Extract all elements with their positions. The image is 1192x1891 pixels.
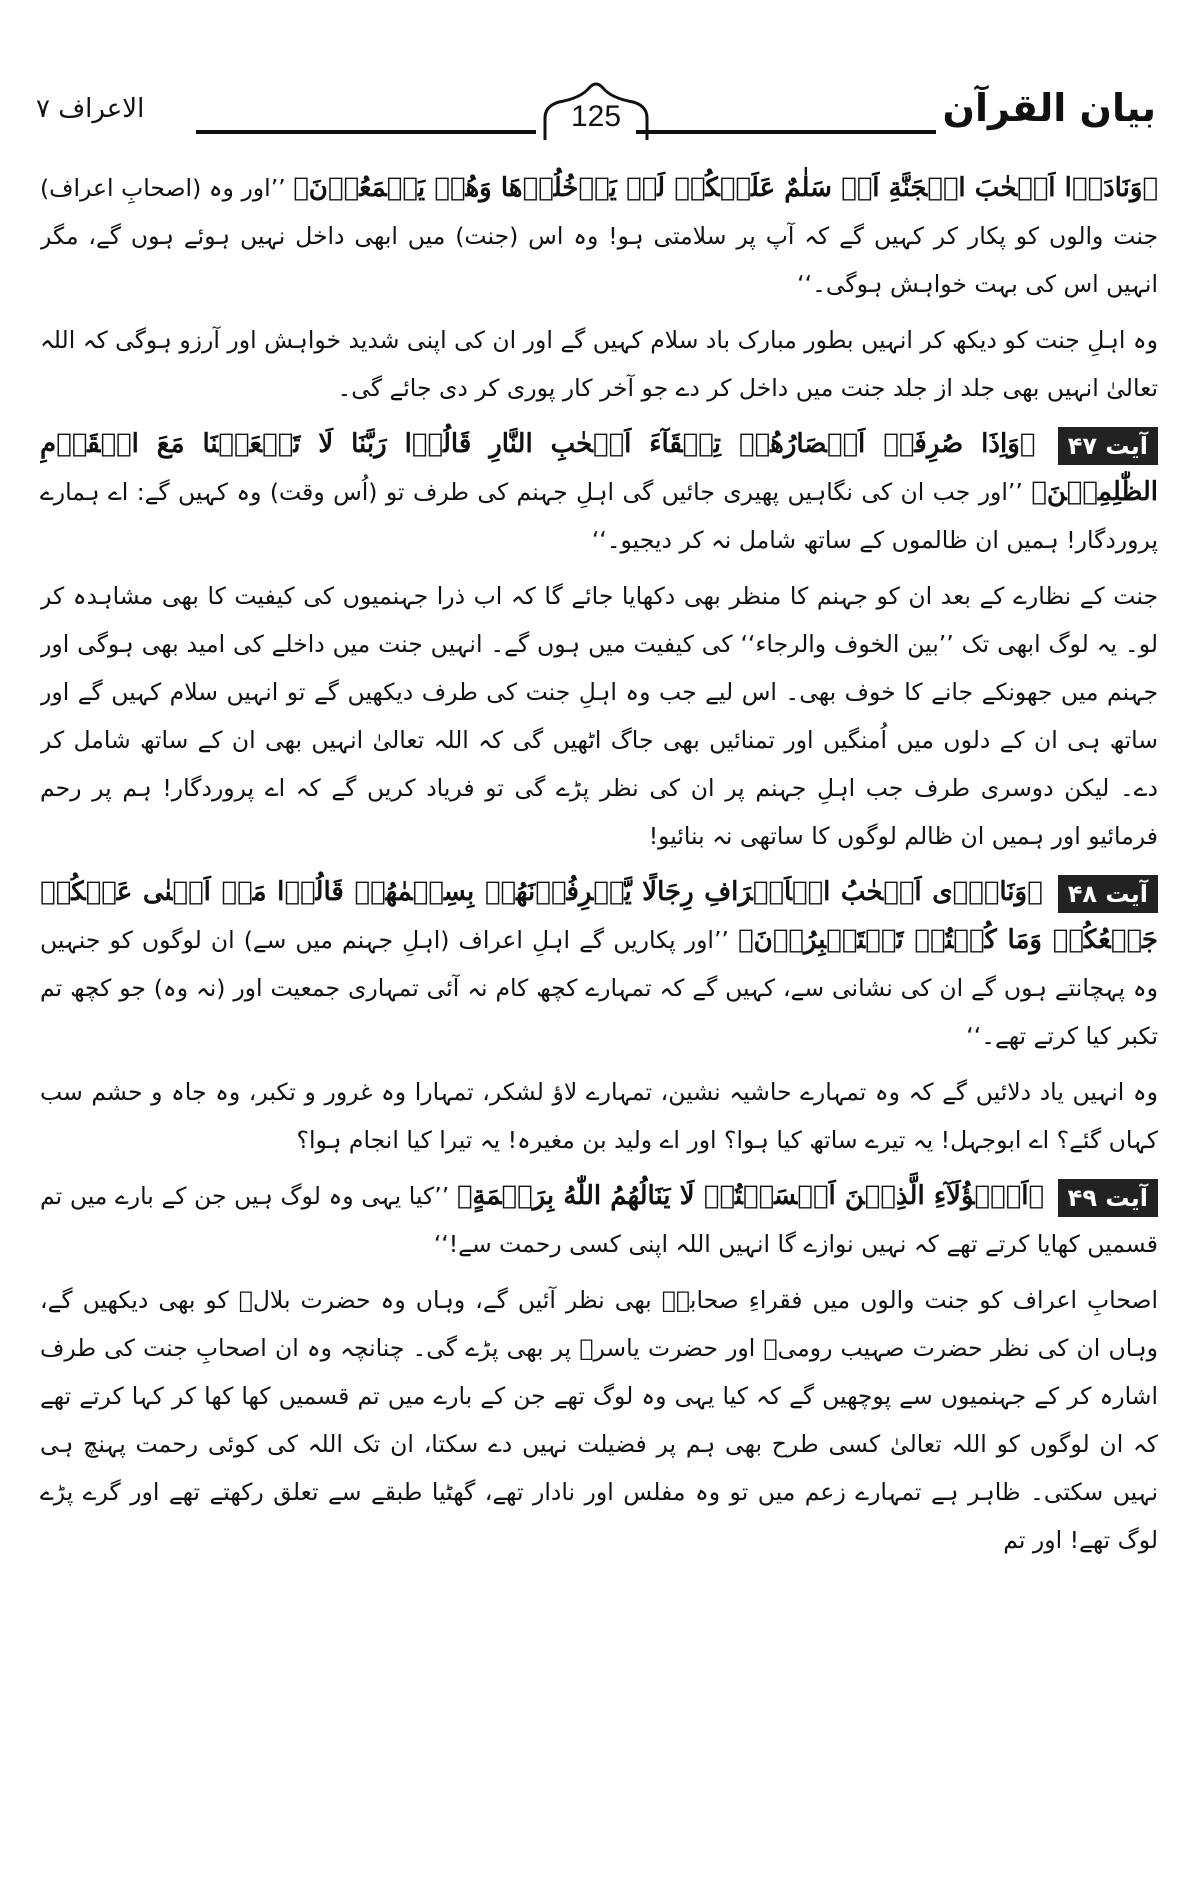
page-header xyxy=(36,80,1156,150)
commentary-paragraph: وہ اہلِ جنت کو دیکھ کر انہیں بطور مبارک باد سلام کہیں گے اور ان کی اپنی شدید خواہش اور آرزو ہوگی کہ اللہ تعالیٰ انہیں بھی جلد از جلد جنت میں داخل کر دے جو آخر کار پوری کر دی جائے گی۔ xyxy=(40,326,1158,402)
book-title: بیان القرآن xyxy=(942,86,1156,130)
header-rule-left xyxy=(196,130,536,134)
commentary-paragraph: وہ انہیں یاد دلائیں گے کہ وہ تمہارے حاشیہ نشین، تمہارے لاؤ لشکر، تمہارا وہ غرور و تکبر، وہ جاہ و حشم سب کہاں گئے؟ اے ابوجہل! یہ تیرے ساتھ کیا ہوا؟ اور اے ولید بن مغیرہ! یہ تیرا کیا انجام ہوا؟ xyxy=(40,1078,1158,1154)
quran-verse-text: ﴿اَهٰۤؤُلَآءِ الَّذِيۡنَ اَقۡسَمۡتُمۡ لَا يَنَالُهُمُ اللّٰهُ بِرَحۡمَةٍ﴾ xyxy=(456,1181,1045,1211)
commentary-paragraph: اصحابِ اعراف کو جنت والوں میں فقراءِ صحابہؓ بھی نظر آئیں گے، وہاں وہ حضرت بلالؓ کو بھی دیکھیں گے، وہاں ان کی نظر حضرت صہیب رومیؓ اور حضرت یاسرؓ پر بھی پڑے گی۔ چنانچہ وہ ان اصحابِ جنت کی طرف اشارہ کر کے جہنمیوں سے پوچھیں گے کہ کیا یہی وہ لوگ تھے جن کے بارے میں تم قسمیں کھا کھا کر کہا کرتے تھے کہ ان لوگوں کو اللہ تعالیٰ کسی طرح بھی ہم پر فضیلت نہیں دے سکتا، ان تک اللہ کی کوئی رحمت پہنچ ہی نہیں سکتی۔ ظاہر ہے تمہارے زعم میں تو وہ مفلس اور نادار تھے، گھٹیا طبقے سے تعلق رکھتے تھے اور گرے پڑے لوگ تھے! اور تم xyxy=(40,1286,1158,1554)
verse-paragraph-48 xyxy=(40,868,1158,1060)
translation-text: ’’اور وہ (اصحابِ اعراف) جنت والوں کو پکار کر کہیں گے کہ آپ پر سلامتی ہو! وہ اس (جنت) میں ابھی داخل نہیں ہوئے ہوں گے، مگر انہیں اس کی بہت خواہش ہوگی۔‘‘ xyxy=(40,174,1158,298)
verse-number-tag: آیت ۴۹ xyxy=(1058,1179,1158,1217)
quran-verse-text: ﴿وَنَادٰۤى اَصۡحٰبُ الۡاَعۡرَافِ رِجَالًا يَّعۡرِفُوۡنَهُمۡ بِسِيۡمٰهُمۡ قَالُوۡا مَاۤ اَغۡنٰى عَنۡكُمۡ جَمۡعُكُمۡ وَمَا كُنۡتُمۡ تَسۡتَكۡبِرُوۡنَ﴾ xyxy=(40,877,1158,955)
page-number: 125 xyxy=(570,100,622,133)
quran-verse-text: ﴿وَاِذَا صُرِفَتۡ اَبۡصَارُهُمۡ تِلۡقَآءَ اَصۡحٰبِ النَّارِ قَالُوۡا رَبَّنَا لَا تَجۡعَلۡنَا مَعَ الۡقَوۡمِ الظّٰلِمِيۡنَ﴾ xyxy=(40,429,1158,507)
translation-text: ’’اور پکاریں گے اہلِ اعراف (اہلِ جہنم میں سے) ان لوگوں کو جنہیں وہ پہچانتے ہوں گے ان کی نشانی سے، کہیں گے کہ تمہارے کچھ کام نہ آئی تمہاری جمعیت اور (نہ وہ) جو کچھ تم تکبر کیا کرتے تھے۔‘‘ xyxy=(40,926,1158,1050)
header-rule-right xyxy=(636,130,936,134)
verse-paragraph-47 xyxy=(40,420,1158,564)
verse-number-tag: آیت ۴۷ xyxy=(1058,427,1158,465)
quran-verse-text: ﴿وَنَادَوۡا اَصۡحٰبَ الۡجَنَّةِ اَنۡ سَلٰمٌ عَلَيۡكُمۡ لَمۡ يَدۡخُلُوۡهَا وَهُمۡ يَطۡمَعُوۡنَ﴾ xyxy=(293,173,1158,203)
verse-paragraph-46 xyxy=(40,164,1158,308)
translation-text: ’’کیا یہی وہ لوگ ہیں جن کے بارے میں تم قسمیں کھایا کرتے تھے کہ نہیں نوازے گا انہیں اللہ اپنی کسی رحمت سے!‘‘ xyxy=(40,1182,1158,1258)
verse-paragraph-49 xyxy=(40,1172,1158,1268)
translation-text: ’’اور جب ان کی نگاہیں پھیری جائیں گی اہلِ جہنم کی طرف تو (اُس وقت) وہ کہیں گے: اے ہمارے پروردگار! ہمیں ان ظالموں کے ساتھ شامل نہ کر دیجیو۔‘‘ xyxy=(40,478,1158,554)
commentary-paragraph: جنت کے نظارے کے بعد ان کو جہنم کا منظر بھی دکھایا جائے گا کہ اب ذرا جہنمیوں کی کیفیت کا بھی مشاہدہ کر لو۔ یہ لوگ ابھی تک ’’بین الخوف والرجاء‘‘ کی کیفیت میں ہوں گے۔ انہیں جنت میں داخلے کی امید بھی ہوگی اور جہنم میں جھونکے جانے کا خوف بھی۔ اس لیے جب وہ اہلِ جنت کی طرف دیکھیں گے تو انہیں سلام کہیں گے اور ساتھ ہی ان کے دلوں میں اُمنگیں اور تمنائیں بھی جاگ اٹھیں گی کہ اللہ تعالیٰ انہیں بھی ان کے ساتھ شامل کر دے۔ لیکن دوسری طرف جب اہلِ جہنم پر ان کی نظر پڑے گی تو فریاد کریں گے کہ اے پروردگار! ہم پر رحم فرمائیو اور ہمیں ان ظالم لوگوں کا ساتھی نہ بنائیو! xyxy=(40,582,1158,850)
surah-name: الاعراف ۷ xyxy=(36,94,145,124)
verse-number-tag: آیت ۴۸ xyxy=(1058,875,1158,913)
page-number-badge xyxy=(541,80,651,146)
page-content xyxy=(40,164,1158,1861)
